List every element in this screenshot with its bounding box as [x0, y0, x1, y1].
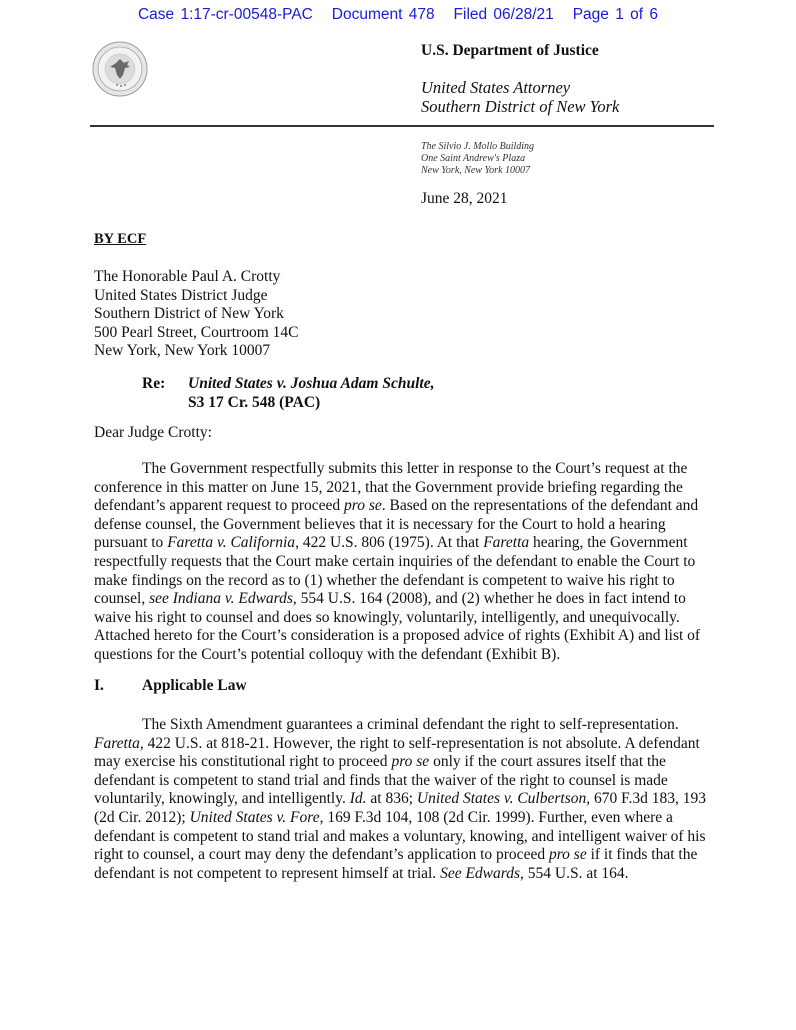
- office-name: [421, 78, 619, 116]
- office-line-1: United States Attorney: [421, 78, 571, 97]
- text-run: , 169 F.3d 104, 108 (2d Cir. 1999). Further, even where a defendant is competent to stand trial and makes a voluntary, knowing, and intelligent waiver of his right to counsel, a court may deny the defendant’s application to proceed: [94, 808, 706, 864]
- case-caption: United States v. Joshua Adam Schulte,: [188, 375, 435, 392]
- section-heading: [94, 677, 247, 695]
- text-run: , 554 U.S. at 164.: [520, 864, 629, 882]
- department-name: U.S. Department of Justice: [421, 42, 599, 59]
- recipient-address: [94, 268, 299, 361]
- case-citation: see Indiana v. Edwards: [149, 590, 293, 608]
- text-run: at 836;: [366, 790, 417, 808]
- text-run: The Government respectfully submits this letter in response to the Court’s request at the conference in this matter on June 15, 2021, that the Government provide briefing regarding the defendant’s apparent request to proceed: [94, 460, 688, 515]
- text-run: , 670 F.3d 183, 193 (2d Cir. 2012);: [94, 790, 706, 826]
- salutation: Dear Judge Crotty:: [94, 424, 212, 441]
- filed-date: Filed 06/28/21: [453, 6, 554, 23]
- case-citation: See Edwards: [440, 864, 520, 882]
- text-run: The Sixth Amendment guarantees a criminal defendant the right to self-representation.: [142, 716, 679, 733]
- recipient-line-1: The Honorable Paul A. Crotty: [94, 268, 281, 285]
- section-title: Applicable Law: [142, 677, 247, 694]
- case-citation: Faretta v. California: [167, 534, 296, 552]
- text-run: , 422 U.S. 806 (1975). At that: [295, 534, 484, 552]
- address-line-3: New York, New York 10007: [421, 165, 531, 176]
- text-run: if it finds that the defendant is not competent to represent himself at trial.: [94, 846, 698, 882]
- address-line-1: The Silvio J. Mollo Building: [421, 141, 535, 152]
- docket-number: S3 17 Cr. 548 (PAC): [188, 393, 321, 411]
- italic-run: pro se: [344, 497, 382, 515]
- case-citation: Id.: [349, 790, 367, 808]
- case-number: Case 1:17-cr-00548-PAC: [137, 6, 313, 23]
- text-run: . Based on the representations of the defendant and defense counsel, the Government believes that it is necessary for the Court to hold a hearing pursuant to: [94, 497, 699, 552]
- office-address: [421, 141, 534, 177]
- document-number: Document 478: [331, 6, 435, 23]
- case-citation: Faretta: [94, 734, 140, 752]
- recipient-line-2: United States District Judge: [94, 286, 268, 304]
- body-paragraph-2: [94, 716, 718, 883]
- body-paragraph-1: [94, 460, 718, 665]
- recipient-line-3: Southern District of New York: [94, 305, 284, 322]
- text-run: , 422 U.S. at 818-21. However, the right to self-representation is not absolute. A defendant may exercise his constitutional right to proceed: [94, 734, 700, 771]
- text-run: hearing, the Government respectfully requests that the Court make certain inquiries of the defendant to enable the Court to make findings on the record as to (1) whether the defendant is competent to waive his right to counsel,: [94, 534, 696, 608]
- doj-seal-icon: [92, 41, 148, 97]
- ecf-filing-header: [0, 6, 796, 24]
- italic-run: pro se: [391, 753, 430, 771]
- text-run: only if the court assures itself that the defendant is competent to stand trial and finds that the waiver of the right to counsel is made voluntarily, knowingly, and intelligently.: [94, 753, 668, 808]
- re-caption: [188, 375, 434, 412]
- office-line-2: Southern District of New York: [421, 97, 620, 116]
- delivery-method: BY ECF: [94, 231, 147, 247]
- letterhead-divider: [90, 125, 714, 127]
- case-citation: United States v. Fore: [189, 808, 320, 826]
- italic-run: pro se: [548, 846, 587, 864]
- re-label: Re:: [142, 375, 166, 392]
- recipient-line-4: 500 Pearl Street, Courtroom 14C: [94, 323, 299, 341]
- case-citation: Faretta: [483, 534, 530, 552]
- address-line-2: One Saint Andrew's Plaza: [421, 153, 526, 164]
- recipient-line-5: New York, New York 10007: [94, 342, 271, 359]
- text-run: , 554 U.S. 164 (2008), and (2) whether he does in fact intend to waive his right to counsel and does so knowingly, voluntarily, intelligently, and unequivocally. Attached hereto for the Court’s consideration is a proposed advice of rights (Exhibit A) and list of questions for the Court’s potential colloquy with the defendant (Exhibit B).: [94, 590, 701, 663]
- section-number: I.: [94, 677, 104, 694]
- page-indicator: Page 1 of 6: [572, 6, 658, 23]
- letter-date: June 28, 2021: [421, 190, 508, 207]
- case-citation: United States v. Culbertson: [416, 790, 587, 808]
